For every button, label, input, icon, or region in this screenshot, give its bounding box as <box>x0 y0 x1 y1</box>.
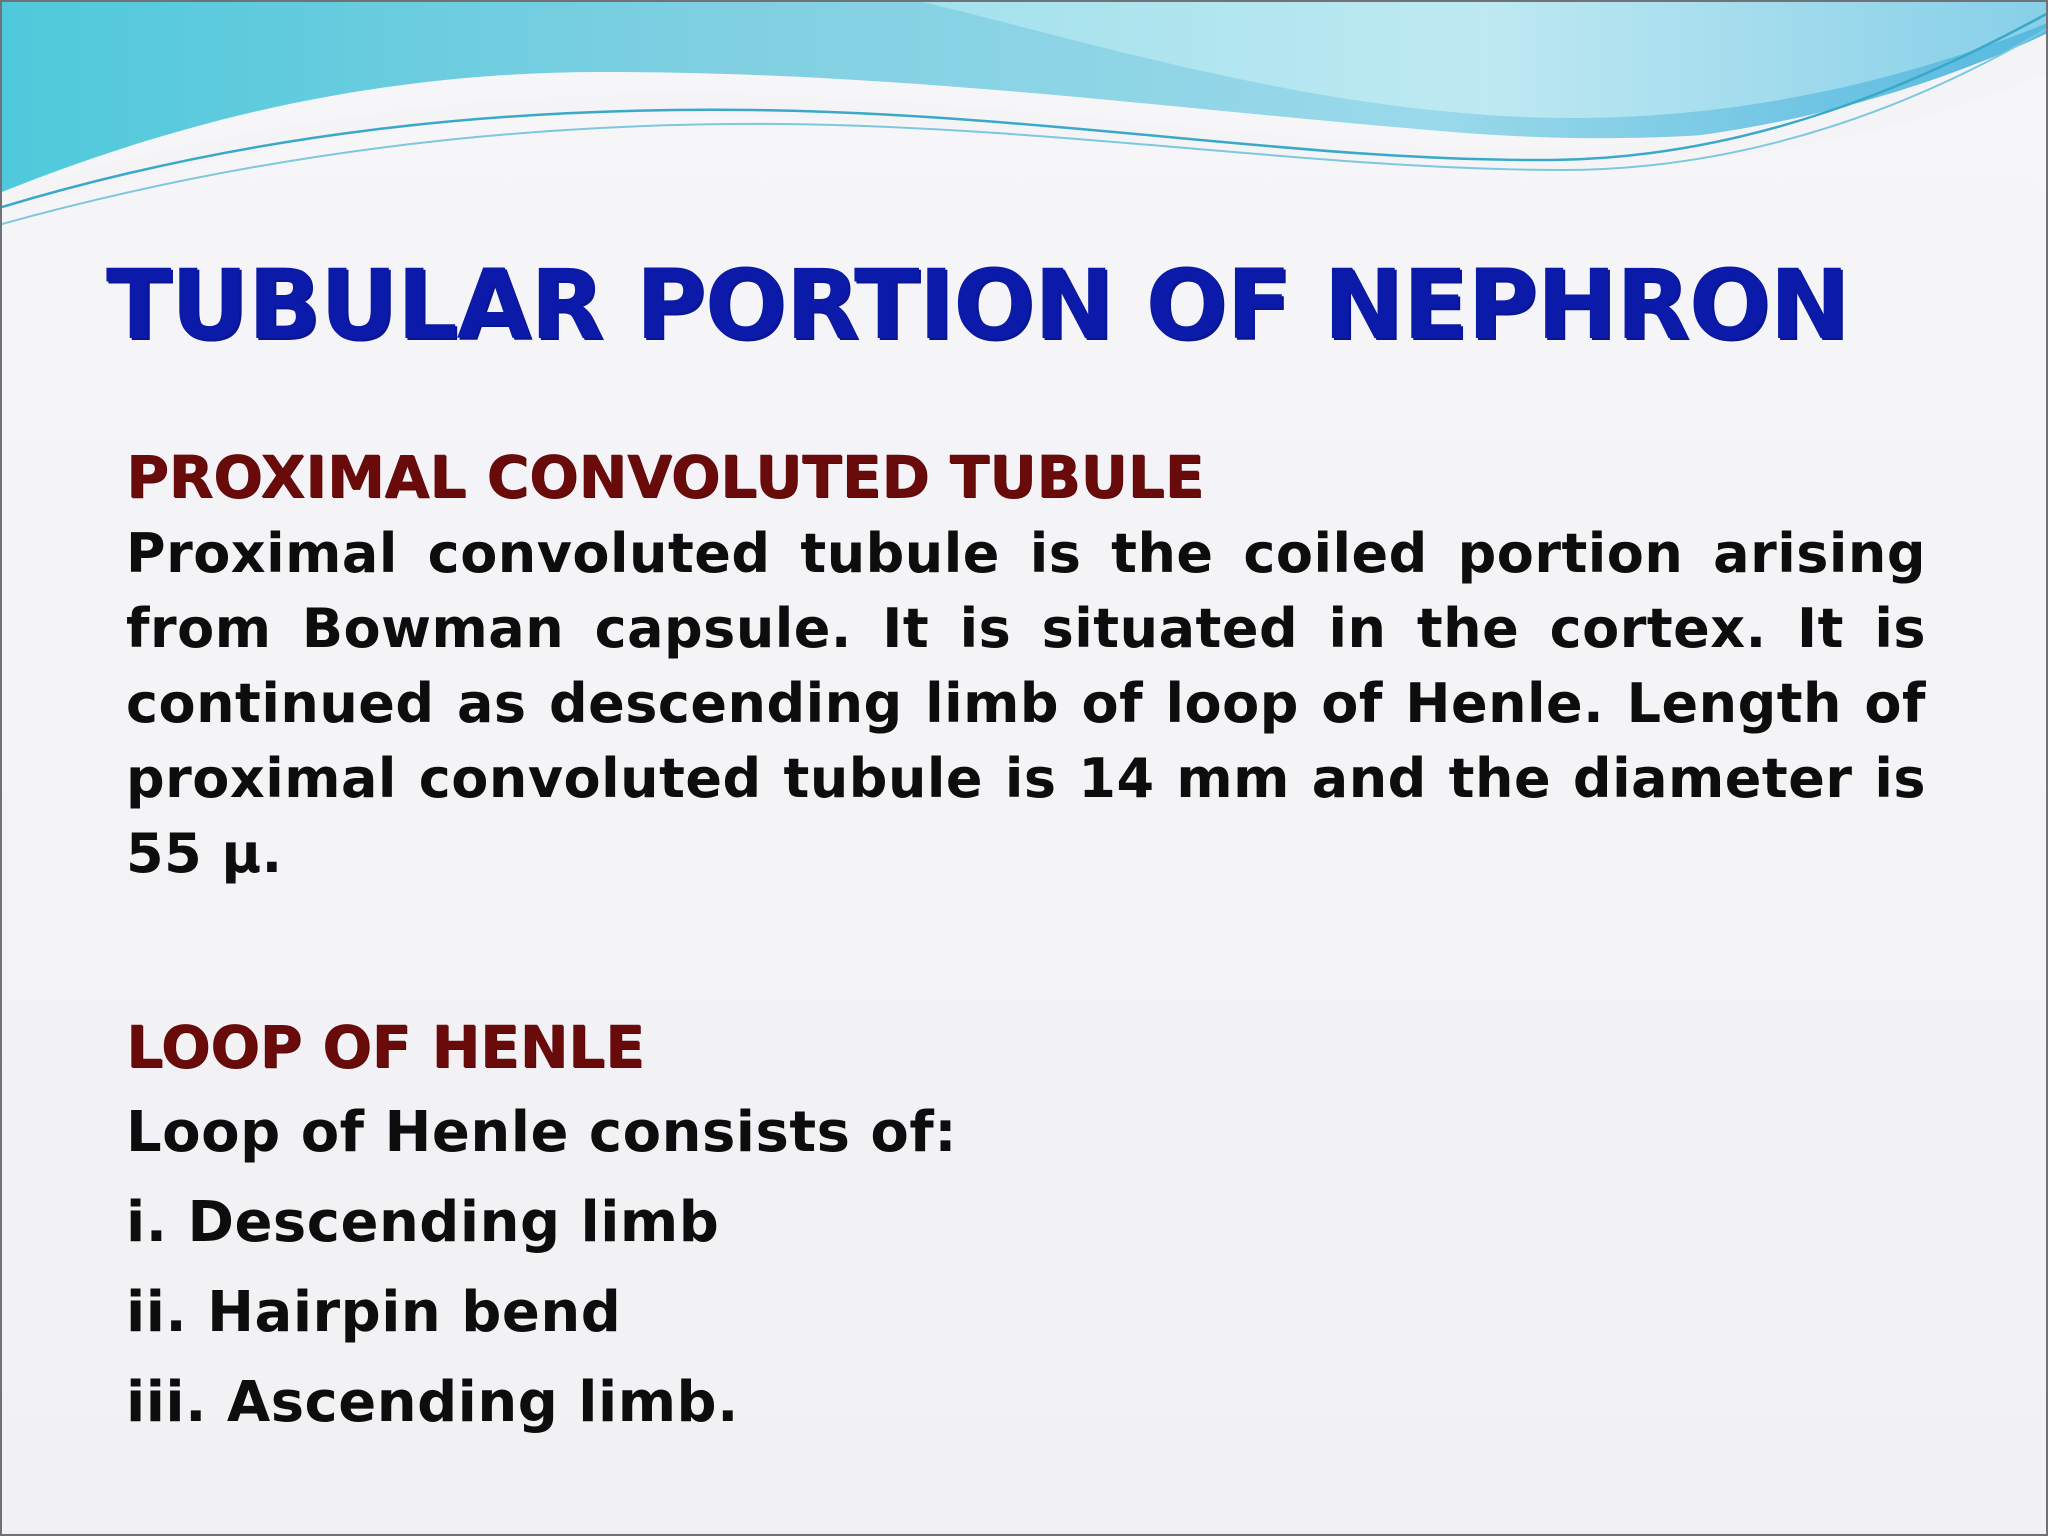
section-loop-of-henle <box>126 1012 1926 1448</box>
header-wave-decoration <box>2 2 2048 242</box>
section-body-text: Proximal convoluted tubule is the coiled portion arising from Bowman capsule. It is situated in the cortex. It is continued as descending limb of loop of Henle. Length of proximal convoluted tubule is 14 mm and the diameter is 55 μ. <box>126 522 1926 885</box>
section-proximal-convoluted-tubule <box>126 442 1926 891</box>
loop-intro-text: Loop of Henle consists of: <box>126 1100 958 1165</box>
list-item: ii. Hairpin bend <box>126 1280 622 1345</box>
section-heading: LOOP OF HENLE <box>126 1013 645 1081</box>
section-heading: PROXIMAL CONVOLUTED TUBULE <box>126 443 1205 511</box>
list-item: iii. Ascending limb. <box>126 1370 739 1435</box>
list-item: i. Descending limb <box>126 1190 720 1255</box>
slide-title: TUBULAR PORTION OF NEPHRON <box>106 249 1849 361</box>
loop-components-list <box>126 1178 1926 1448</box>
